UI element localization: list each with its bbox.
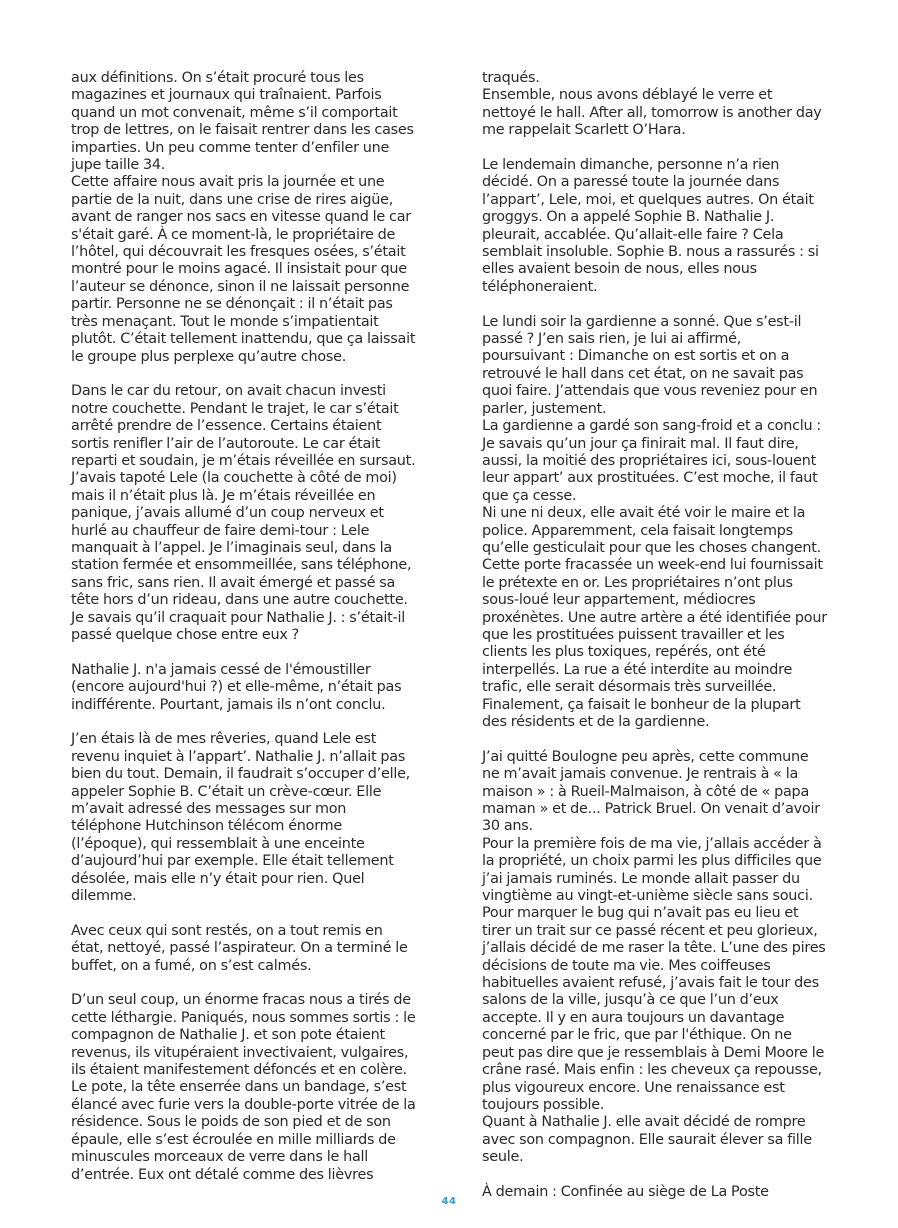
paragraph: Nathalie J. n'a jamais cessé de l'émoustiller (encore aujourd'hui ?) et elle-même, n’était pas indifférente. Pourtant, jamais ils n’ont conclu.: [71, 661, 402, 713]
right-text-column: [482, 70, 827, 1201]
paragraph: Avec ceux qui sont restés, on a tout remis en état, nettoyé, passé l’aspirateur. On a terminé le buffet, on a fumé, on s’est calmés.: [71, 922, 408, 974]
paragraph: Dans le car du retour, on avait chacun investi notre couchette. Pendant le trajet, le car s’était arrêté prendre de l’essence. Certains étaient sortis renifler l’air de l’autoroute. Le car était reparti et soudain, je m’étais réveillée en sursaut. J’avais tapoté Lele (la couchette à côté de moi) mais il n’était plus là. Je m’étais réveillée en panique, j’avais allumé d’un coup nerveux et hurlé au chauffeur de faire demi-tour : Lele manquait à l’appel. Je l’imaginais seul, dans la station fermée et ensommeillée, sans téléphone, sans fric, sans rien. Il avait émergé et passé sa tête hors d’un rideau, dans une autre couchette. Je savais qu’il craquait pour Nathalie J. : s’était-il passé quelque chose entre eux ?: [71, 383, 416, 643]
next-episode-teaser: À demain : Confinée au siège de La Poste: [482, 1183, 769, 1200]
paragraph: J’en étais là de mes rêveries, quand Lele est revenu inquiet à l’appart’. Nathalie J. n’allait pas bien du tout. Demain, il faudrait s’occuper d’elle, appeler Sophie B. C’était un crève-cœur. Elle m’avait adressé des messages sur mon téléphone Hutchinson télécom énorme (l’époque), qui ressemblait à une enceinte d’aujourd’hui par exemple. Elle était tellement désolée, mais elle n’y était pour rien. Quel dilemme.: [71, 731, 411, 905]
paragraph: traqués. Ensemble, nous avons déblayé le verre et nettoyé le hall. After all, tomorrow is another day me rappelait Scarlett O’Hara.: [482, 70, 822, 139]
page-number: 44: [441, 1196, 457, 1207]
paragraph: Le lendemain dimanche, personne n’a rien décidé. On a paressé toute la journée dans l’appart’, Lele, moi, et quelques autres. On était groggys. On a appelé Sophie B. Nathalie J. pleurait, accablée. Qu’allait-elle faire ? Cela semblait insoluble. Sophie B. nous a rassurés : si elles avaient besoin de nous, elles nous téléphoneraient.: [482, 157, 819, 295]
paragraph: D’un seul coup, un énorme fracas nous a tirés de cette léthargie. Paniqués, nous sommes sortis : le compagnon de Nathalie J. et son pote étaient revenus, ils vitupéraient invectivaient, vulgaires, ils étaient manifestement défoncés et en colère. Le pote, la tête enserrée dans un bandage, s’est élancé avec furie vers la double-porte vitrée de la résidence. Sous le poids de son pied et de son épaule, elle s’est écroulée en mille milliards de minuscules morceaux de verre dans le hall d’entrée. Eux ont détalé comme des lièvres: [71, 992, 416, 1183]
paragraph: J’ai quitté Boulogne peu après, cette commune ne m’avait jamais convenue. Je rentrais à « la maison » : à Rueil-Malmaison, à côté de « papa maman » et de... Patrick Bruel. On venait d’avoir 30 ans. Pour la première fois de ma vie, j’allais accéder à la propriété, un choix parmi les plus difficiles que j’ai jamais ruminés. Le monde allait passer du vingtième au vingt-et-unième siècle sans souci. Pour marquer le bug qui n’avait pas eu lieu et tirer un trait sur ce passé récent et peu glorieux, j’allais décidé de me raser la tête. L’une des pires décisions de toute ma vie. Mes coiffeuses habituelles avaient refusé, j’avais fait le tour des salons de la ville, jusqu’à ce que l’un d’eux accepte. Il y en aura toujours un davantage concerné par le fric, que par l'éthique. On ne peut pas dire que je ressemblais à Demi Moore le crâne rasé. Mais enfin : les cheveux ça repousse, plus vigoureux encore. Une renaissance est toujours possible. Quant à Nathalie J. elle avait décidé de rompre avec son compagnon. Elle saurait élever sa fille seule.: [482, 748, 826, 1166]
left-text-column: [71, 70, 416, 1184]
paragraph: aux définitions. On s’était procuré tous les magazines et journaux qui traînaient. Parfois quand un mot convenait, même s’il comportait trop de lettres, on le faisait rentrer dans les cases imparties. Un peu comme tenter d’enfiler une jupe taille 34. Cette affaire nous avait pris la journée et une partie de la nuit, dans une crise de rires aigüe, avant de ranger nos sacs en vitesse quand le car s'était garé. À ce moment-là, le propriétaire de l’hôtel, qui découvrait les fresques osées, s’était montré pour le moins agacé. Il insistait pour que l’auteur se dénonce, sinon il ne laissait personne partir. Personne ne se dénonçait : il n’était pas très menaçant. Tout le monde s’impatientait plutôt. C’était tellement inattendu, que ça laissait le groupe plus perplexe qu’autre chose.: [71, 70, 416, 365]
paragraph: Le lundi soir la gardienne a sonné. Que s’est-il passé ? J’en sais rien, je lui ai affirmé, poursuivant : Dimanche on est sortis et on a retrouvé le hall dans cet état, on ne savait pas quoi faire. J’attendais que vous reveniez pour en parler, justement. La gardienne a gardé son sang-froid et a conclu : Je savais qu’un jour ça finirait mal. Il faut dire, aussi, la moitié des propriétaires ici, sous-louent leur appart’ aux prostituées. C’est moche, il faut que ça cesse. Ni une ni deux, elle avait été voir le maire et la police. Apparemment, cela faisait longtemps qu’elle gesticulait pour que les choses changent. Cette porte fracassée un week-end lui fournissait le prétexte en or. Les propriétaires n’ont plus sous-loué leur appartement, médiocres proxénètes. Une autre artère a été identifiée pour que les prostituées puissent travailler et les clients les plus toxiques, repérés, ont été interpellés. La rue a été interdite au moindre trafic, elle serait désormais très surveillée. Finalement, ça faisait le bonheur de la plupart des résidents et de la gardienne.: [482, 313, 827, 730]
